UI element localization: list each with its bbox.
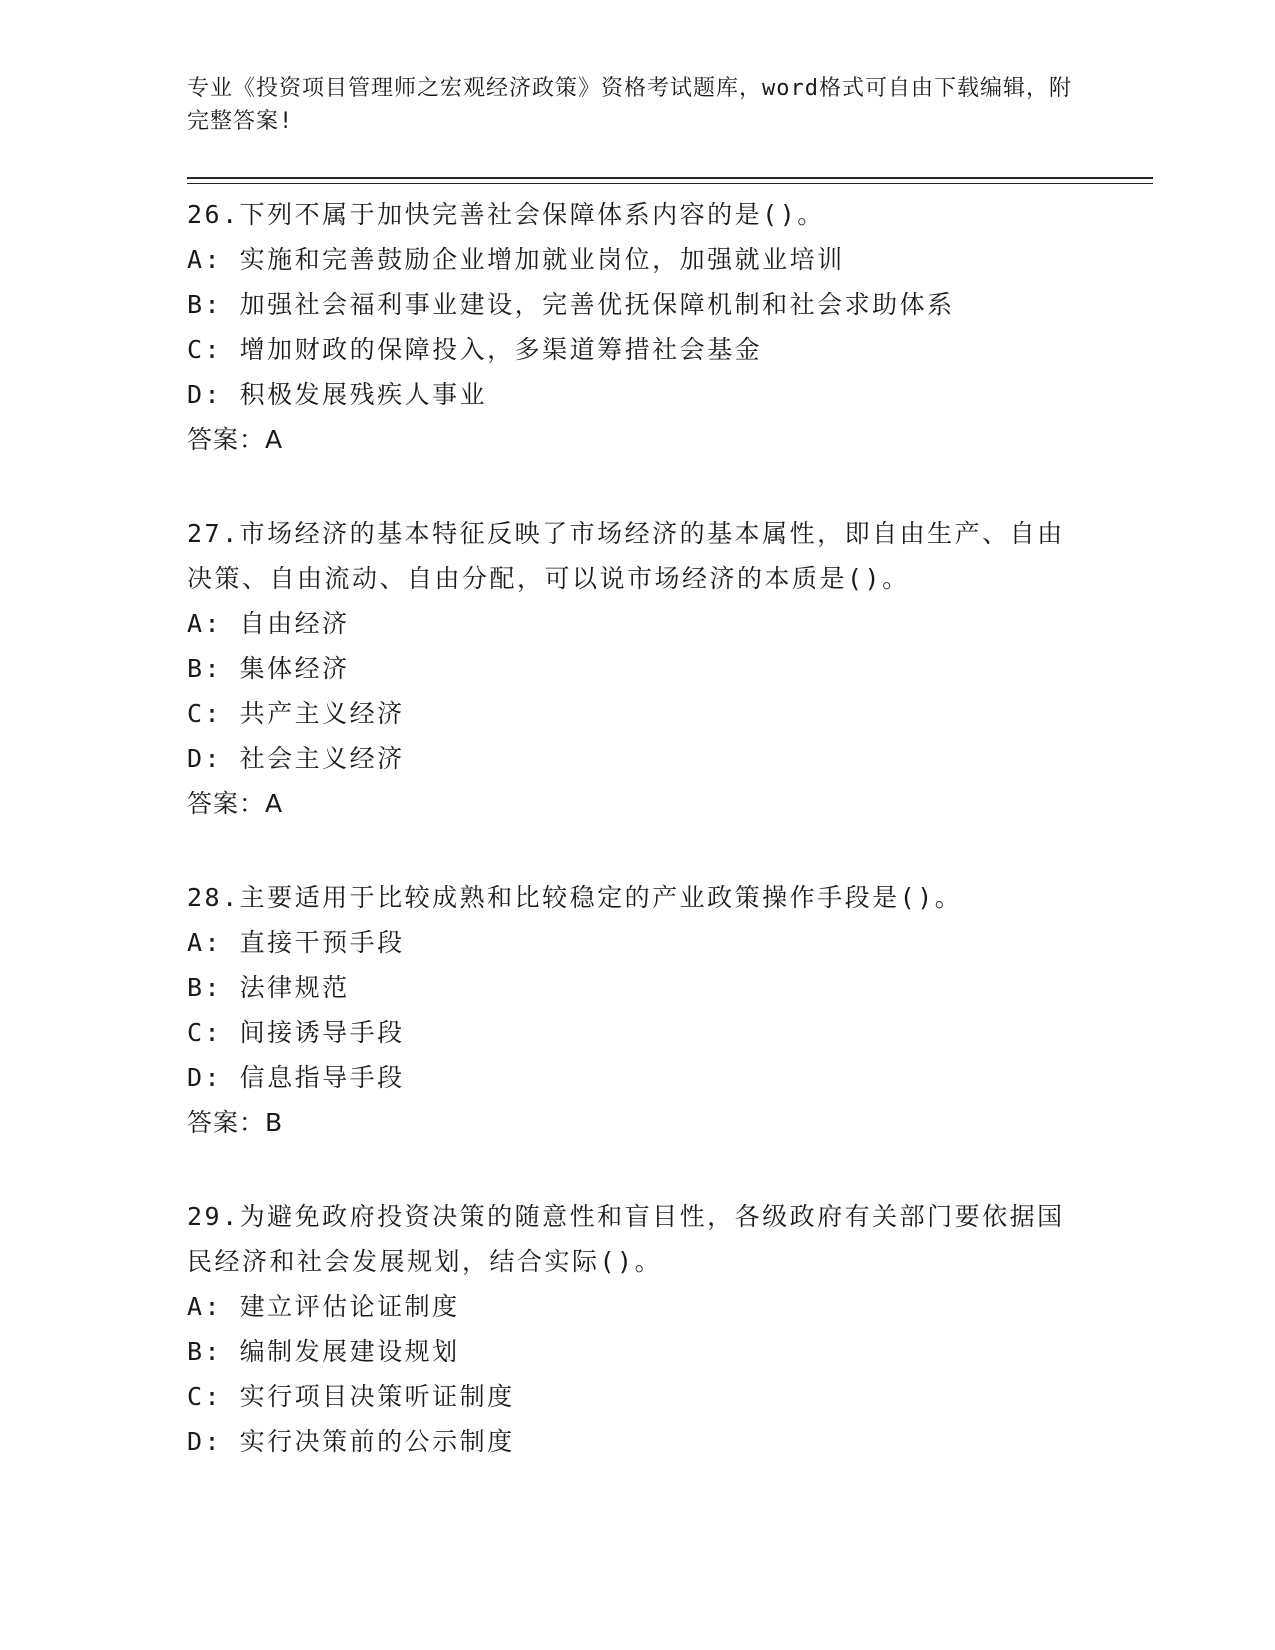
option-b: B: 加强社会福利事业建设，完善优抚保障机制和社会求助体系 <box>187 290 955 319</box>
option-a: A: 自由经济 <box>187 609 350 638</box>
option-c: C: 共产主义经济 <box>187 699 405 728</box>
option-d: D: 信息指导手段 <box>187 1063 405 1092</box>
question-list <box>187 190 1087 1511</box>
option-b: B: 编制发展建设规划 <box>187 1337 460 1366</box>
question-26 <box>187 190 1087 462</box>
document-header: 专业《投资项目管理师之宏观经济政策》资格考试题库，word格式可自由下载编辑，附完整答案! <box>187 76 1072 134</box>
header-divider-thick <box>187 177 1153 179</box>
question-stem: 27.市场经济的基本特征反映了市场经济的基本属性，即自由生产、自由决策、自由流动、自由分配，可以说市场经济的本质是()。 <box>187 519 1065 593</box>
option-c: C: 增加财政的保障投入，多渠道筹措社会基金 <box>187 335 763 364</box>
option-c: C: 间接诱导手段 <box>187 1018 405 1047</box>
question-27 <box>187 509 1087 826</box>
answer-line: 答案：A <box>187 425 284 454</box>
question-stem: 26.下列不属于加快完善社会保障体系内容的是()。 <box>187 200 825 229</box>
question-29 <box>187 1192 1087 1464</box>
answer-line: 答案：B <box>187 1108 284 1137</box>
answer-line: 答案：A <box>187 789 284 818</box>
option-a: A: 建立评估论证制度 <box>187 1292 460 1321</box>
option-a: A: 实施和完善鼓励企业增加就业岗位，加强就业培训 <box>187 245 845 274</box>
question-stem: 29.为避免政府投资决策的随意性和盲目性，各级政府有关部门要依据国民经济和社会发展规划，结合实际()。 <box>187 1202 1065 1276</box>
option-d: D: 社会主义经济 <box>187 744 405 773</box>
option-b: B: 法律规范 <box>187 973 350 1002</box>
option-b: B: 集体经济 <box>187 654 350 683</box>
option-d: D: 积极发展残疾人事业 <box>187 380 488 409</box>
header-divider-thin <box>187 183 1153 184</box>
question-28 <box>187 873 1087 1145</box>
option-d: D: 实行决策前的公示制度 <box>187 1427 515 1456</box>
option-c: C: 实行项目决策听证制度 <box>187 1382 515 1411</box>
question-stem: 28.主要适用于比较成熟和比较稳定的产业政策操作手段是()。 <box>187 883 963 912</box>
option-a: A: 直接干预手段 <box>187 928 405 957</box>
